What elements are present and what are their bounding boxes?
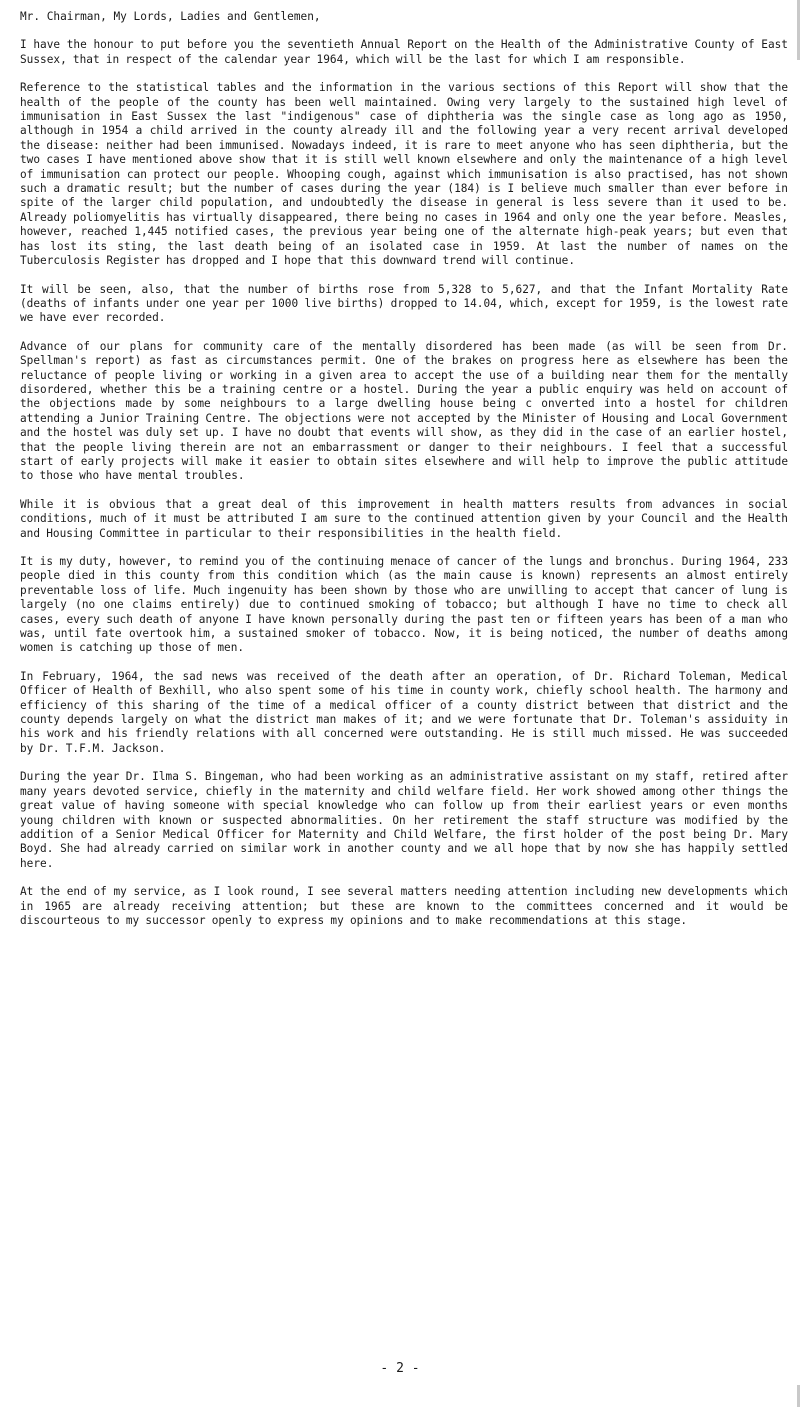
- page-number: - 2 -: [380, 1361, 420, 1376]
- paragraph-closing: At the end of my service, as I look round, I see several matters needing attention including new developments which in 1965 are already receiving attention; but these are known to the committees concerned and it would be discourteous to my successor openly to express my opinions and to make recommendations at this stage.: [20, 885, 788, 927]
- paragraph-introduction: I have the honour to put before you the seventieth Annual Report on the Health of the Administrative County of East Sussex, that in respect of the calendar year 1964, which will be the last for which I am responsible.: [20, 38, 788, 66]
- salutation: Mr. Chairman, My Lords, Ladies and Gentlemen,: [20, 10, 321, 23]
- report-page: [20, 10, 788, 942]
- paragraph-births: It will be seen, also, that the number of births rose from 5,328 to 5,627, and that the Infant Mortality Rate (deaths of infants under one year per 1000 live births) dropped to 14.04, which, except for 1959, is the lowest rate we have ever recorded.: [20, 282, 788, 325]
- paragraph-bingeman: During the year Dr. Ilma S. Bingeman, who had been working as an administrative assistant on my staff, retired after many years devoted service, chiefly in the maternity and child welfare field. Her work showed among other things the great value of having someone with special knowledge who can follow up from their earliest years or even months young children with known or suspected abnormalities. On her retirement the staff structure was modified by the addition of a Senior Medical Officer for Maternity and Child Welfare, the first holder of the post being Dr. Mary Boyd. She had already carried on similar work in another county and we all hope that by now she has happily settled here.: [20, 770, 788, 870]
- paragraph-toleman: In February, 1964, the sad news was received of the death after an operation, of Dr. Richard Toleman, Medical Officer of Health of Bexhill, who also spent some of his time in county work, chiefly school health. The harmony and efficiency of this sharing of the time of a medical officer of a county district between that district and the county depends largely on what the district man makes of it; and we were fortunate that Dr. Toleman's assiduity in his work and his friendly relations with all concerned were outstanding. He is still much missed. He was succeeded by Dr. T.F.M. Jackson.: [20, 669, 788, 755]
- paragraph-mental-health: Advance of our plans for community care of the mentally disordered has been made (as will be seen from Dr. Spellman's report) as fast as circumstances permit. One of the brakes on progress here as elsewhere has been the reluctance of people living or working in a given area to accept the use of a building near them for the mentally disordered, whether this be a training centre or a hostel. During the year a public enquiry was held on account of the objections made by some neighbours to a large dwelling house being c onverted into a hostel for children attending a Junior Training Centre. The objections were not accepted by the Minister of Housing and Local Government and the hostel was duly set up. I have no doubt that events will show, as they did in the case of an earlier hostel, that the people living therein are not an embarrassment or danger to their neighbours. I feel that a successful start of early projects will make it easier to obtain sites elsewhere and will help to improve the public attitude to those who have mental troubles.: [20, 339, 788, 483]
- paragraph-lung-cancer: It is my duty, however, to remind you of the continuing menace of cancer of the lungs and bronchus. During 1964, 233 people died in this county from this condition which (as the main cause is known) represents an almost entirely preventable loss of life. Much ingenuity has been shown by those who are unwilling to accept that cancer of lung is largely (no one claims entirely) due to continued smoking of tobacco; but although I have no time to check all cases, every such death of anyone I have known personally during the past ten or fifteen years has been of a man who was, until fate overtook him, a sustained smoker of tobacco. Now, it is being noticed, the number of deaths among women is catching up those of men.: [20, 555, 788, 655]
- paragraph-social-conditions: While it is obvious that a great deal of this improvement in health matters results from advances in social conditions, much of it must be attributed I am sure to the continued attention given by your Council and the Health and Housing Committee in particular to their responsibilities in the health field.: [20, 497, 788, 540]
- paragraph-statistics: Reference to the statistical tables and the information in the various sections of this Report will show that the health of the people of the county has been well maintained. Owing very largely to the sustained high level of immunisation in East Sussex the last "indigenous" case of diphtheria was the single case as long ago as 1950, although in 1954 a child arrived in the county already ill and the following year a very recent arrival developed the disease: neither had been immunised. Nowadays indeed, it is rare to meet anyone who has seen diphtheria, but the two cases I have mentioned above show that it is still well known elsewhere and only the maintenance of a high level of immunisation can protect our people. Whooping cough, against which immunisation is also practised, has not shown such a dramatic result; but the number of cases during the year (184) is I believe much smaller than ever before in spite of the larger child population, and undoubtedly the disease in general is less severe than it used to be. Already poliomyelitis has virtually disappeared, there being no cases in 1964 and only one the year before. Measles, however, reached 1,445 notified cases, the previous year being one of the alternate high-peak years; but even that has lost its sting, the last death being of an isolated case in 1959. At last the number of names on the Tuberculosis Register has dropped and I hope that this downward trend will continue.: [20, 81, 788, 268]
